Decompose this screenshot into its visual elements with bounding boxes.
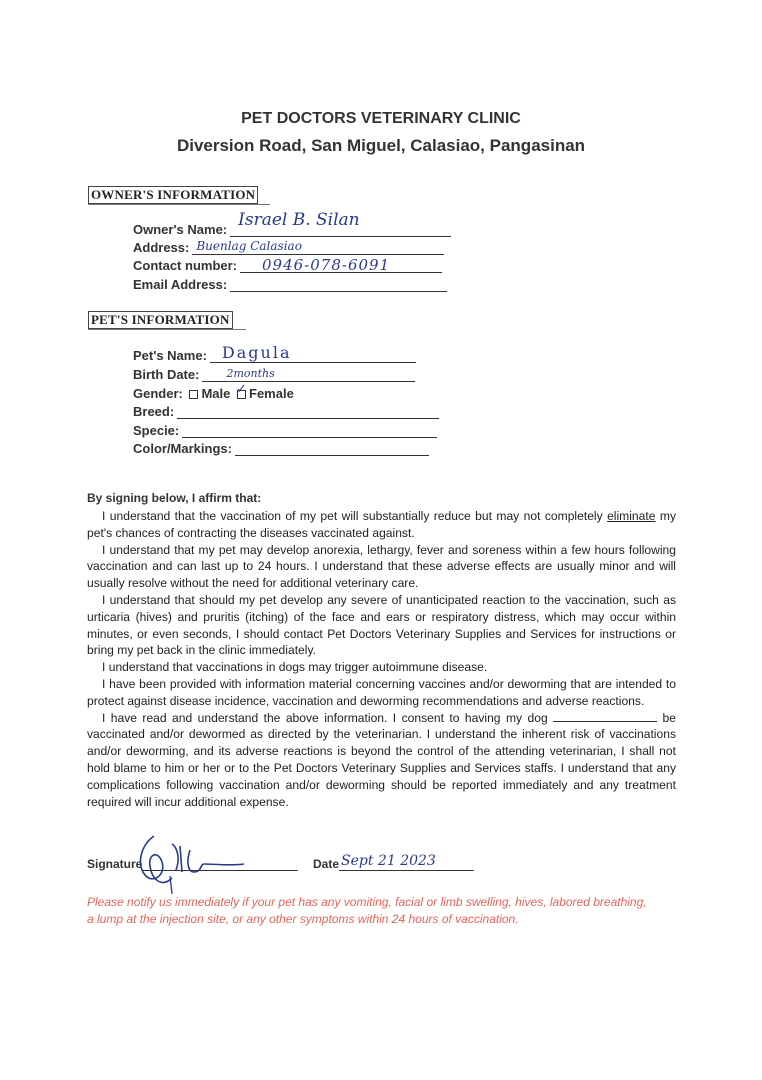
date-value: Sept 21 2023: [341, 853, 436, 869]
p1-text-a: I understand that the vaccination of my pet will substantially reduce but may not completely: [102, 509, 608, 523]
male-checkbox[interactable]: [189, 390, 198, 399]
pet-name-label: Pet's Name:: [133, 348, 207, 363]
male-option-label: Male: [201, 386, 231, 401]
color-markings-field[interactable]: [133, 441, 429, 459]
address-label: Address:: [133, 240, 190, 255]
contact-number-field[interactable]: [133, 258, 442, 276]
clinic-address: Diversion Road, San Miguel, Calasiao, Pangasinan: [176, 136, 586, 155]
breed-input-line[interactable]: [177, 404, 439, 419]
date-field[interactable]: [313, 853, 474, 871]
p1-text-b: my pet's chances of contracting the diseases vaccinated against.: [87, 509, 676, 540]
signature-label: Signature: [87, 857, 143, 871]
consent-paragraph-4: I understand that vaccinations in dogs may trigger autoimmune disease.: [102, 660, 488, 675]
birth-date-field[interactable]: [133, 367, 415, 385]
check-icon: ✓: [236, 381, 247, 397]
email-field[interactable]: [133, 277, 447, 295]
contact-number-value: 0946-078-6091: [262, 256, 391, 274]
pet-section-title: PET'S INFORMATION: [88, 311, 233, 329]
dog-name-blank[interactable]: [553, 710, 657, 722]
gender-field: [133, 381, 294, 401]
specie-label: Specie:: [133, 423, 180, 438]
owner-name-field[interactable]: [133, 210, 451, 240]
consent-paragraph-3: I understand that should my pet develop any severe of unanticipated reaction to the vaccination, such as urticaria (hives) and pruritis (itching) of the face and ears or respiratory distress, which may occur within minutes, or even seconds, I should contact Pet Doctors Veterinary Supplies and Services for instructions or bring my pet back in the clinic immediately.: [87, 592, 676, 658]
birth-date-value: 2months: [226, 367, 275, 380]
consent-paragraph-2: I understand that my pet may develop anorexia, lethargy, fever and soreness within a few hours following vaccination and can last up to 24 hours. I understand that these adverse effects are usually minor and will usually resolve without the need for additional veterinary care.: [87, 542, 676, 591]
owner-name-label: Owner's Name:: [133, 222, 228, 237]
birth-date-label: Birth Date:: [133, 367, 200, 382]
address-value: Buenlag Calasiao: [196, 239, 302, 253]
pet-name-value: Dagula: [221, 343, 292, 362]
gender-label: Gender:: [133, 386, 183, 401]
p1-underlined-word: eliminate: [607, 509, 656, 523]
date-label: Date: [313, 857, 340, 871]
specie-input-line[interactable]: [182, 423, 437, 438]
female-checkbox[interactable]: [236, 381, 247, 399]
contact-number-label: Contact number:: [133, 258, 237, 273]
pet-name-field[interactable]: [133, 343, 416, 366]
color-markings-input-line[interactable]: [235, 441, 429, 456]
breed-label: Breed:: [133, 404, 175, 419]
affirm-heading: By signing below, I affirm that:: [87, 491, 262, 505]
email-label: Email Address:: [133, 277, 228, 292]
p6-text-b: be vaccinated and/or dewormed as directed by the veterinarian. I understand the inherent risk of vaccinations and/or deworming, and its adverse reactions is beyond the control of the attending veterinarian, I shall not hold blame to him or her or to the Pet Doctors Veterinary Supplies and Services staffs. I understand that any complications following vaccination and/or deworming should be reported immediately and any treatment required will incur additional expense.: [87, 710, 676, 809]
specie-field[interactable]: [133, 423, 437, 441]
clinic-name: PET DOCTORS VETERINARY CLINIC: [241, 110, 521, 127]
pet-section-rule: [88, 329, 246, 330]
owner-name-value: Israel B. Silan: [238, 210, 360, 230]
color-markings-label: Color/Markings:: [133, 441, 232, 456]
owner-section-rule: [88, 204, 270, 205]
breed-field[interactable]: [133, 404, 439, 422]
consent-paragraph-1: [87, 508, 676, 542]
owner-section-title: OWNER'S INFORMATION: [88, 186, 258, 204]
consent-paragraph-5: I have been provided with information material concerning vaccines and/or deworming that are intended to protect against disease incidence, vaccination and deworming recommendations and adverse reactions.: [87, 676, 676, 708]
consent-body: [87, 508, 676, 810]
vaccination-notice: Please notify us immediately if your pet has any vomiting, facial or limb swelling, hives, labored breathing, a lump at the injection site, or any other symptoms within 24 hours of vaccination.: [87, 895, 647, 926]
female-option-label: Female: [249, 386, 294, 401]
consent-paragraph-6: [87, 710, 676, 811]
p6-text-a: I have read and understand the above information. I consent to having my dog: [102, 710, 548, 725]
handwritten-signature: [132, 826, 272, 896]
